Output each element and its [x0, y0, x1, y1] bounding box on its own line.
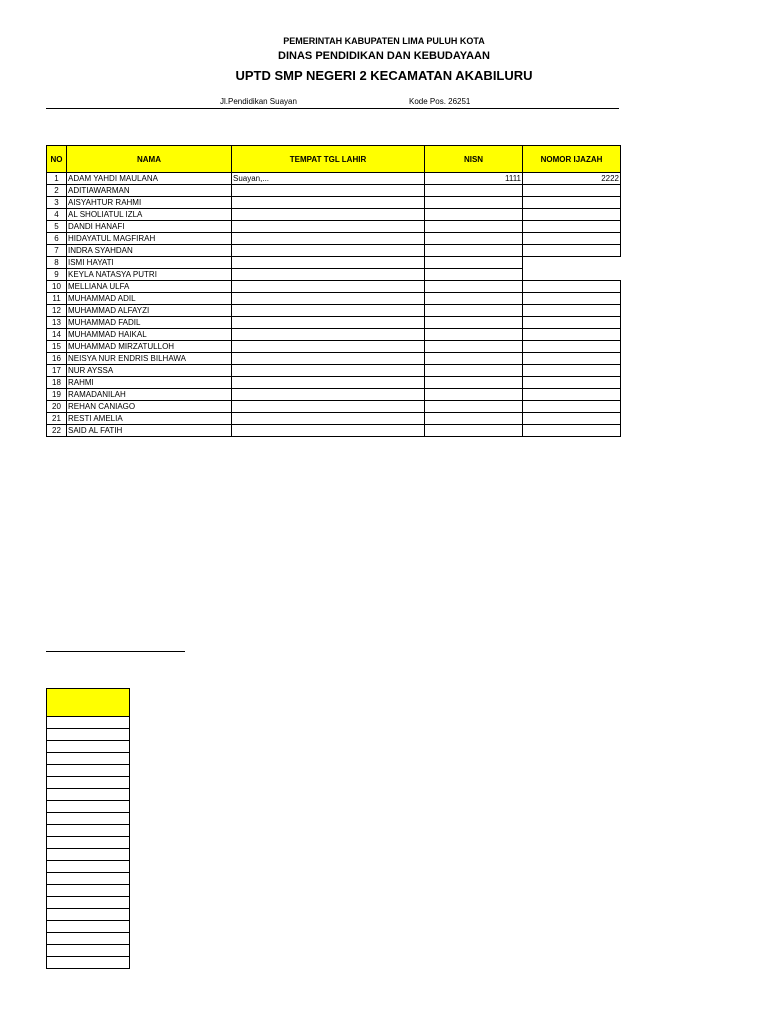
cell-no: 10 — [47, 281, 67, 293]
cell-nama: MUHAMMAD ALFAYZI — [67, 305, 232, 317]
table-row — [47, 245, 621, 257]
cell-ttl — [232, 281, 425, 293]
secondary-table-cell — [47, 689, 130, 717]
secondary-table-cell — [47, 801, 130, 813]
cell-ijazah — [523, 257, 621, 269]
secondary-table-cell — [47, 717, 130, 729]
cell-no: 8 — [47, 257, 67, 269]
header-department: DINAS PENDIDIKAN DAN KEBUDAYAAN — [278, 50, 490, 62]
cell-nisn — [425, 257, 523, 269]
cell-nama: MUHAMMAD HAIKAL — [67, 329, 232, 341]
secondary-table-cell — [47, 909, 130, 921]
table-row — [47, 173, 621, 185]
table-row — [47, 197, 621, 209]
cell-ttl — [232, 185, 425, 197]
cell-ijazah — [523, 233, 621, 245]
cell-ijazah — [523, 197, 621, 209]
table-row — [47, 293, 621, 305]
cell-ijazah — [523, 401, 621, 413]
table-row — [47, 257, 621, 269]
cell-no: 12 — [47, 305, 67, 317]
column-header-ijazah: NOMOR IJAZAH — [523, 146, 621, 173]
cell-nisn — [425, 233, 523, 245]
cell-nisn — [425, 341, 523, 353]
cell-ttl — [232, 377, 425, 389]
table-row — [47, 389, 621, 401]
secondary-table-row — [47, 813, 130, 825]
secondary-table-cell — [47, 825, 130, 837]
cell-nisn — [425, 317, 523, 329]
secondary-table-cell — [47, 957, 130, 969]
cell-nama: KEYLA NATASYA PUTRI — [67, 269, 232, 281]
secondary-table-row — [47, 837, 130, 849]
cell-ttl — [232, 293, 425, 305]
cell-ijazah — [523, 305, 621, 317]
cell-no: 21 — [47, 413, 67, 425]
header-government: PEMERINTAH KABUPATEN LIMA PULUH KOTA — [283, 36, 485, 46]
secondary-table-header — [47, 689, 130, 717]
cell-no: 20 — [47, 401, 67, 413]
table-row — [47, 425, 621, 437]
cell-no: 17 — [47, 365, 67, 377]
table-row — [47, 269, 621, 281]
secondary-table-cell — [47, 849, 130, 861]
cell-ijazah — [523, 329, 621, 341]
secondary-table-cell — [47, 873, 130, 885]
cell-ijazah — [523, 221, 621, 233]
column-header-ttl: TEMPAT TGL LAHIR — [232, 146, 425, 173]
cell-ijazah — [523, 377, 621, 389]
cell-no: 7 — [47, 245, 67, 257]
cell-ijazah — [523, 341, 621, 353]
cell-ttl — [232, 245, 425, 257]
cell-no: 1 — [47, 173, 67, 185]
table-row — [47, 221, 621, 233]
cell-no: 15 — [47, 341, 67, 353]
column-header-nama: NAMA — [67, 146, 232, 173]
cell-ttl — [232, 209, 425, 221]
table-row — [47, 377, 621, 389]
cell-nama: REHAN CANIAGO — [67, 401, 232, 413]
cell-ttl — [232, 425, 425, 437]
cell-nama: NEISYA NUR ENDRIS BILHAWA — [67, 353, 232, 365]
table-row — [47, 365, 621, 377]
cell-nama: RAMADANILAH — [67, 389, 232, 401]
cell-nisn — [425, 281, 523, 293]
secondary-table-cell — [47, 885, 130, 897]
secondary-table-row — [47, 945, 130, 957]
secondary-table-cell — [47, 741, 130, 753]
secondary-table-cell — [47, 837, 130, 849]
cell-ijazah — [523, 365, 621, 377]
cell-ijazah: 2222 — [523, 173, 621, 185]
cell-nisn: 1111 — [425, 173, 523, 185]
secondary-table-row — [47, 873, 130, 885]
secondary-table-row — [47, 729, 130, 741]
cell-nama: MELLIANA ULFA — [67, 281, 232, 293]
cell-nisn — [425, 413, 523, 425]
table-row — [47, 185, 621, 197]
secondary-table-cell — [47, 765, 130, 777]
postal-code-text: Kode Pos. 26251 — [409, 97, 471, 106]
cell-ijazah — [523, 269, 621, 281]
secondary-table-row — [47, 957, 130, 969]
cell-ijazah — [523, 389, 621, 401]
secondary-table-cell — [47, 789, 130, 801]
cell-ttl — [232, 257, 425, 269]
cell-no: 13 — [47, 317, 67, 329]
secondary-table-cell — [47, 933, 130, 945]
cell-no: 3 — [47, 197, 67, 209]
cell-no: 2 — [47, 185, 67, 197]
cell-no: 18 — [47, 377, 67, 389]
secondary-table-row — [47, 921, 130, 933]
header-divider — [46, 108, 619, 109]
cell-nama: AISYAHTUR RAHMI — [67, 197, 232, 209]
cell-ttl — [232, 389, 425, 401]
cell-ijazah — [523, 293, 621, 305]
secondary-table-row — [47, 933, 130, 945]
cell-nisn — [425, 269, 523, 281]
table-row — [47, 317, 621, 329]
secondary-table-cell — [47, 945, 130, 957]
secondary-table-cell — [47, 861, 130, 873]
cell-ttl — [232, 269, 425, 281]
cell-ijazah — [523, 185, 621, 197]
cell-nama: MUHAMMAD FADIL — [67, 317, 232, 329]
secondary-table-cell — [47, 897, 130, 909]
cell-nisn — [425, 221, 523, 233]
table-row — [47, 281, 621, 293]
cell-nisn — [425, 425, 523, 437]
cell-nisn — [425, 377, 523, 389]
cell-ttl — [232, 329, 425, 341]
cell-ttl — [232, 233, 425, 245]
cell-ttl — [232, 353, 425, 365]
cell-nama: NUR AYSSA — [67, 365, 232, 377]
cell-ttl — [232, 401, 425, 413]
column-header-nisn: NISN — [425, 146, 523, 173]
cell-nama: ISMI HAYATI — [67, 257, 232, 269]
student-table — [46, 145, 621, 437]
table-row — [47, 233, 621, 245]
cell-nisn — [425, 329, 523, 341]
cell-nisn — [425, 185, 523, 197]
table-row — [47, 413, 621, 425]
secondary-table-row — [47, 861, 130, 873]
cell-no: 4 — [47, 209, 67, 221]
cell-ijazah — [523, 425, 621, 437]
cell-ijazah — [523, 413, 621, 425]
table-header-row — [47, 146, 621, 173]
cell-ttl — [232, 197, 425, 209]
secondary-table-row — [47, 897, 130, 909]
cell-ijazah — [523, 245, 621, 257]
table-row — [47, 353, 621, 365]
cell-nama: ADITIAWARMAN — [67, 185, 232, 197]
secondary-table-row — [47, 909, 130, 921]
table-row — [47, 341, 621, 353]
secondary-table-row — [47, 753, 130, 765]
secondary-table-row — [47, 717, 130, 729]
cell-nisn — [425, 353, 523, 365]
cell-nisn — [425, 389, 523, 401]
column-header-no: NO — [47, 146, 67, 173]
cell-nama: AL SHOLIATUL IZLA — [67, 209, 232, 221]
cell-nama: MUHAMMAD MIRZATULLOH — [67, 341, 232, 353]
cell-nama: DANDI HANAFI — [67, 221, 232, 233]
cell-ttl — [232, 221, 425, 233]
secondary-table-row — [47, 825, 130, 837]
cell-no: 22 — [47, 425, 67, 437]
secondary-table-cell — [47, 813, 130, 825]
table-row — [47, 305, 621, 317]
cell-no: 6 — [47, 233, 67, 245]
cell-ttl — [232, 317, 425, 329]
cell-nama: RESTI AMELIA — [67, 413, 232, 425]
cell-nama: HIDAYATUL MAGFIRAH — [67, 233, 232, 245]
cell-nisn — [425, 197, 523, 209]
cell-no: 11 — [47, 293, 67, 305]
cell-ijazah — [523, 317, 621, 329]
table-row — [47, 209, 621, 221]
secondary-table-row — [47, 801, 130, 813]
cell-nama: INDRA SYAHDAN — [67, 245, 232, 257]
secondary-table-row — [47, 777, 130, 789]
cell-nisn — [425, 293, 523, 305]
secondary-table-cell — [47, 777, 130, 789]
cell-nama: ADAM YAHDI MAULANA — [67, 173, 232, 185]
cell-no: 14 — [47, 329, 67, 341]
cell-nisn — [425, 209, 523, 221]
secondary-table-row — [47, 765, 130, 777]
cell-nisn — [425, 245, 523, 257]
cell-nisn — [425, 365, 523, 377]
secondary-table-row — [47, 849, 130, 861]
cell-nisn — [425, 401, 523, 413]
secondary-table-row — [47, 885, 130, 897]
table-row — [47, 329, 621, 341]
cell-ijazah — [523, 353, 621, 365]
cell-ttl — [232, 413, 425, 425]
header-school: UPTD SMP NEGERI 2 KECAMATAN AKABILURU — [235, 68, 533, 83]
cell-ttl: Suayan,... — [232, 173, 425, 185]
cell-no: 5 — [47, 221, 67, 233]
signature-line — [46, 651, 185, 652]
cell-ttl — [232, 365, 425, 377]
cell-ttl — [232, 341, 425, 353]
secondary-table-cell — [47, 921, 130, 933]
secondary-table-row — [47, 741, 130, 753]
secondary-table — [46, 688, 130, 969]
cell-no: 9 — [47, 269, 67, 281]
cell-ijazah — [523, 281, 621, 293]
secondary-table-cell — [47, 753, 130, 765]
cell-nisn — [425, 305, 523, 317]
cell-no: 19 — [47, 389, 67, 401]
secondary-table-cell — [47, 729, 130, 741]
table-row — [47, 401, 621, 413]
cell-nama: RAHMI — [67, 377, 232, 389]
secondary-table-row — [47, 789, 130, 801]
cell-nama: SAID AL FATIH — [67, 425, 232, 437]
cell-ttl — [232, 305, 425, 317]
cell-ijazah — [523, 209, 621, 221]
address-text: Jl.Pendidikan Suayan — [220, 97, 297, 106]
cell-nama: MUHAMMAD ADIL — [67, 293, 232, 305]
cell-no: 16 — [47, 353, 67, 365]
